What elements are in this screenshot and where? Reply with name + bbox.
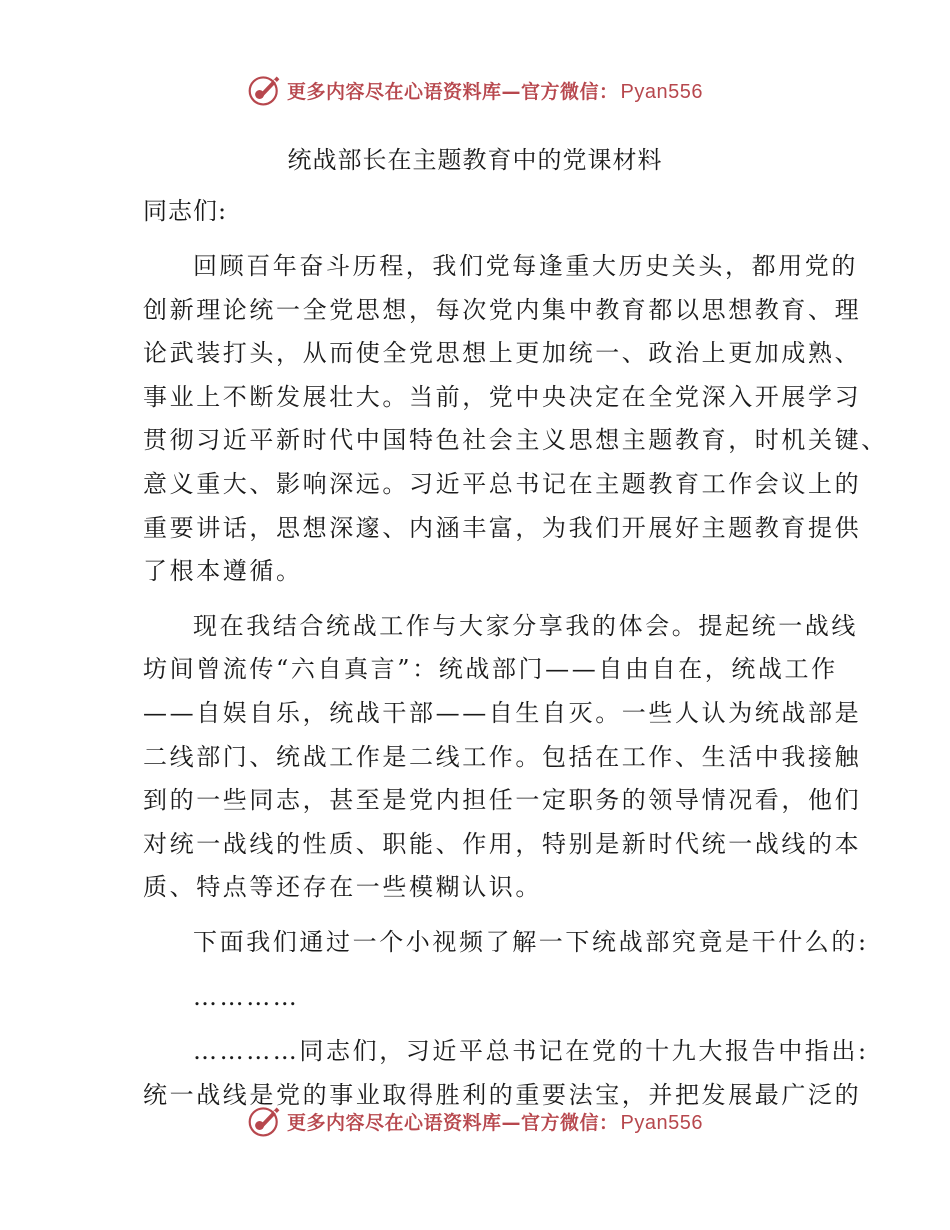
paragraph: [143, 605, 862, 910]
document-title: 统战部长在主题教育中的党课材料: [287, 146, 663, 174]
paragraph-line: 创新理论统一全党思想，每次党内集中教育都以思想教育、理: [143, 295, 862, 324]
paragraph-line: 重要讲话，思想深邃、内涵丰富，为我们开展好主题教育提供: [143, 513, 862, 542]
quill-logo-icon: [247, 1103, 283, 1139]
paragraph-line: 贯彻习近平新时代中国特色社会主义思想主题教育，时机关键、: [143, 426, 888, 455]
paragraph-line: 了根本遵循。: [143, 557, 303, 586]
watermark-header: [0, 68, 950, 112]
paragraph-line: 二线部门、统战工作是二线工作。包括在工作、生活中我接触: [143, 742, 862, 771]
paragraph-line: ——自娱自乐，统战干部——自生自灭。一些人认为统战部是: [143, 698, 862, 727]
paragraph-line: …………同志们，习近平总书记在党的十九大报告中指出:: [193, 1037, 869, 1066]
watermark-wechat-id: Pyan556: [620, 80, 703, 103]
paragraph-line: 意义重大、影响深远。习近平总书记在主题教育工作会议上的: [143, 469, 862, 498]
paragraph: [143, 976, 843, 1020]
paragraph-line: 质、特点等还存在一些模糊认识。: [143, 873, 542, 902]
document-body: [143, 190, 888, 1128]
quill-logo-icon: [247, 72, 283, 108]
paragraph-list: [143, 245, 888, 1117]
paragraph: [143, 245, 888, 594]
paragraph-line: 论武装打头，从而使全党思想上更加统一、政治上更加成熟、: [143, 339, 862, 368]
paragraph-line: 事业上不断发展壮大。当前，党中央决定在全党深入开展学习: [143, 382, 862, 411]
paragraph-line: 下面我们通过一个小视频了解一下统战部究竟是干什么的:: [193, 927, 869, 956]
paragraph-line: …………: [193, 982, 300, 1011]
paragraph-line: 回顾百年奋斗历程，我们党每逢重大历史关头，都用党的: [193, 252, 858, 280]
watermark-text: 更多内容尽在心语资料库—官方微信： Pyan556: [287, 80, 703, 103]
paragraph-line: 坊间曾流传“六自真言”：统战部门——自由自在，统战工作: [143, 655, 838, 684]
watermark-wechat-id: Pyan556: [620, 1111, 703, 1134]
watermark-footer: [0, 1099, 950, 1143]
watermark-text: 更多内容尽在心语资料库—官方微信： Pyan556: [287, 1111, 703, 1134]
paragraph-line: 现在我结合统战工作与大家分享我的体会。提起统一战线: [193, 611, 858, 640]
salutation: 同志们:: [143, 197, 228, 225]
paragraph-line: 到的一些同志，甚至是党内担任一定职务的领导情况看，他们: [143, 786, 862, 815]
paragraph-line: 统一战线是党的事业取得胜利的重要法宝，并把发展最广泛的: [143, 1080, 862, 1109]
paragraph-line: 对统一战线的性质、职能、作用，特别是新时代统一战线的本: [143, 829, 862, 858]
paragraph: [143, 921, 869, 965]
